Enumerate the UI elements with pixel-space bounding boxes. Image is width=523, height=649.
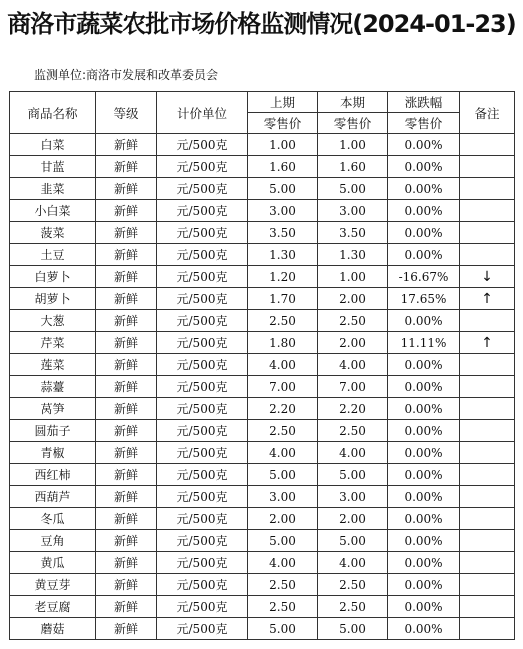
table-row — [10, 288, 515, 310]
cell-unit: 元/500克 — [157, 618, 248, 640]
cell-name: 西红柿 — [10, 464, 96, 486]
cell-name: 韭菜 — [10, 178, 96, 200]
cell-note — [460, 552, 515, 574]
cell-prev-price: 7.00 — [248, 376, 318, 398]
cell-change: 0.00% — [388, 508, 460, 530]
cell-grade: 新鲜 — [96, 530, 157, 552]
cell-name: 菠菜 — [10, 222, 96, 244]
cell-name: 大葱 — [10, 310, 96, 332]
table-row — [10, 222, 515, 244]
cell-note — [460, 442, 515, 464]
cell-note — [460, 354, 515, 376]
cell-grade: 新鲜 — [96, 354, 157, 376]
cell-prev-price: 5.00 — [248, 530, 318, 552]
cell-unit: 元/500克 — [157, 530, 248, 552]
cell-curr-price: 2.00 — [318, 332, 388, 354]
cell-grade: 新鲜 — [96, 310, 157, 332]
cell-prev-price: 2.50 — [248, 310, 318, 332]
cell-grade: 新鲜 — [96, 464, 157, 486]
cell-grade: 新鲜 — [96, 420, 157, 442]
header-curr-retail: 零售价 — [318, 113, 388, 134]
cell-change: 0.00% — [388, 244, 460, 266]
cell-note — [460, 420, 515, 442]
cell-name: 青椒 — [10, 442, 96, 464]
table-row — [10, 178, 515, 200]
cell-grade: 新鲜 — [96, 156, 157, 178]
cell-note — [460, 508, 515, 530]
header-change-retail: 零售价 — [388, 113, 460, 134]
cell-change: 0.00% — [388, 398, 460, 420]
cell-prev-price: 3.00 — [248, 486, 318, 508]
cell-change: 0.00% — [388, 552, 460, 574]
cell-prev-price: 4.00 — [248, 552, 318, 574]
cell-change: -16.67% — [388, 266, 460, 288]
cell-grade: 新鲜 — [96, 486, 157, 508]
table-row — [10, 530, 515, 552]
cell-change: 0.00% — [388, 222, 460, 244]
cell-name: 冬瓜 — [10, 508, 96, 530]
cell-name: 蒜薹 — [10, 376, 96, 398]
cell-name: 黄豆芽 — [10, 574, 96, 596]
cell-unit: 元/500克 — [157, 486, 248, 508]
cell-grade: 新鲜 — [96, 618, 157, 640]
table-row — [10, 398, 515, 420]
cell-name: 芹菜 — [10, 332, 96, 354]
cell-curr-price: 2.00 — [318, 508, 388, 530]
cell-curr-price: 4.00 — [318, 552, 388, 574]
cell-unit: 元/500克 — [157, 244, 248, 266]
cell-curr-price: 4.00 — [318, 442, 388, 464]
cell-note — [460, 596, 515, 618]
cell-unit: 元/500克 — [157, 156, 248, 178]
cell-name: 圆茄子 — [10, 420, 96, 442]
cell-curr-price: 1.60 — [318, 156, 388, 178]
cell-name: 莲菜 — [10, 354, 96, 376]
cell-grade: 新鲜 — [96, 332, 157, 354]
table-row — [10, 266, 515, 288]
cell-change: 0.00% — [388, 486, 460, 508]
cell-change: 0.00% — [388, 376, 460, 398]
cell-name: 西葫芦 — [10, 486, 96, 508]
cell-prev-price: 4.00 — [248, 354, 318, 376]
cell-change: 0.00% — [388, 618, 460, 640]
cell-unit: 元/500克 — [157, 442, 248, 464]
table-row — [10, 156, 515, 178]
cell-unit: 元/500克 — [157, 420, 248, 442]
cell-unit: 元/500克 — [157, 266, 248, 288]
cell-curr-price: 3.00 — [318, 200, 388, 222]
cell-change: 0.00% — [388, 530, 460, 552]
table-row — [10, 596, 515, 618]
cell-change: 17.65% — [388, 288, 460, 310]
cell-name: 豆角 — [10, 530, 96, 552]
table-body — [10, 134, 515, 640]
table-row — [10, 574, 515, 596]
cell-note — [460, 244, 515, 266]
cell-note — [460, 222, 515, 244]
cell-note — [460, 310, 515, 332]
cell-grade: 新鲜 — [96, 552, 157, 574]
cell-curr-price: 2.50 — [318, 420, 388, 442]
cell-unit: 元/500克 — [157, 178, 248, 200]
cell-curr-price: 2.50 — [318, 574, 388, 596]
page-title: 商洛市蔬菜农批市场价格监测情况(2024-01-23) — [7, 10, 516, 38]
price-table — [9, 91, 515, 640]
table-row — [10, 486, 515, 508]
cell-curr-price: 5.00 — [318, 530, 388, 552]
cell-unit: 元/500克 — [157, 134, 248, 156]
cell-unit: 元/500克 — [157, 574, 248, 596]
cell-note — [460, 486, 515, 508]
cell-change: 0.00% — [388, 464, 460, 486]
cell-grade: 新鲜 — [96, 266, 157, 288]
cell-note — [460, 618, 515, 640]
cell-prev-price: 1.80 — [248, 332, 318, 354]
cell-change: 0.00% — [388, 178, 460, 200]
cell-prev-price: 2.50 — [248, 574, 318, 596]
table-row — [10, 244, 515, 266]
cell-prev-price: 1.00 — [248, 134, 318, 156]
cell-prev-price: 3.00 — [248, 200, 318, 222]
cell-unit: 元/500克 — [157, 310, 248, 332]
cell-prev-price: 1.20 — [248, 266, 318, 288]
cell-unit: 元/500克 — [157, 596, 248, 618]
cell-name: 白菜 — [10, 134, 96, 156]
cell-name: 甘蓝 — [10, 156, 96, 178]
table-row — [10, 420, 515, 442]
cell-curr-price: 3.00 — [318, 486, 388, 508]
header-note: 备注 — [460, 92, 515, 134]
cell-grade: 新鲜 — [96, 508, 157, 530]
cell-note — [460, 464, 515, 486]
cell-curr-price: 5.00 — [318, 464, 388, 486]
cell-curr-price: 1.30 — [318, 244, 388, 266]
table-row — [10, 464, 515, 486]
cell-prev-price: 2.50 — [248, 596, 318, 618]
table-row — [10, 310, 515, 332]
table-row — [10, 508, 515, 530]
cell-curr-price: 2.20 — [318, 398, 388, 420]
cell-name: 胡萝卜 — [10, 288, 96, 310]
cell-unit: 元/500克 — [157, 552, 248, 574]
table-row — [10, 332, 515, 354]
cell-grade: 新鲜 — [96, 200, 157, 222]
header-unit: 计价单位 — [157, 92, 248, 134]
cell-curr-price: 1.00 — [318, 266, 388, 288]
header-change: 涨跌幅 — [388, 92, 460, 113]
cell-change: 11.11% — [388, 332, 460, 354]
cell-name: 小白菜 — [10, 200, 96, 222]
cell-note — [460, 376, 515, 398]
table-row — [10, 200, 515, 222]
cell-name: 白萝卜 — [10, 266, 96, 288]
monitor-unit: 监测单位:商洛市发展和改革委员会 — [34, 68, 219, 82]
cell-change: 0.00% — [388, 310, 460, 332]
down-arrow-icon: ↓ — [460, 266, 515, 288]
cell-prev-price: 4.00 — [248, 442, 318, 464]
cell-grade: 新鲜 — [96, 574, 157, 596]
cell-prev-price: 3.50 — [248, 222, 318, 244]
cell-curr-price: 5.00 — [318, 618, 388, 640]
cell-change: 0.00% — [388, 420, 460, 442]
cell-grade: 新鲜 — [96, 244, 157, 266]
cell-change: 0.00% — [388, 596, 460, 618]
cell-grade: 新鲜 — [96, 222, 157, 244]
cell-grade: 新鲜 — [96, 288, 157, 310]
cell-curr-price: 2.50 — [318, 310, 388, 332]
cell-unit: 元/500克 — [157, 200, 248, 222]
cell-grade: 新鲜 — [96, 442, 157, 464]
cell-unit: 元/500克 — [157, 464, 248, 486]
cell-prev-price: 5.00 — [248, 178, 318, 200]
cell-curr-price: 2.00 — [318, 288, 388, 310]
cell-note — [460, 178, 515, 200]
cell-grade: 新鲜 — [96, 398, 157, 420]
header-name: 商品名称 — [10, 92, 96, 134]
cell-prev-price: 1.60 — [248, 156, 318, 178]
cell-name: 蘑菇 — [10, 618, 96, 640]
cell-prev-price: 5.00 — [248, 618, 318, 640]
cell-prev-price: 1.30 — [248, 244, 318, 266]
cell-curr-price: 5.00 — [318, 178, 388, 200]
cell-change: 0.00% — [388, 354, 460, 376]
cell-name: 莴笋 — [10, 398, 96, 420]
cell-curr-price: 3.50 — [318, 222, 388, 244]
cell-curr-price: 1.00 — [318, 134, 388, 156]
cell-change: 0.00% — [388, 156, 460, 178]
cell-note — [460, 134, 515, 156]
cell-prev-price: 1.70 — [248, 288, 318, 310]
table-row — [10, 354, 515, 376]
header-prev-retail: 零售价 — [248, 113, 318, 134]
table-row — [10, 552, 515, 574]
table-row — [10, 134, 515, 156]
header-prev: 上期 — [248, 92, 318, 113]
cell-prev-price: 2.20 — [248, 398, 318, 420]
cell-prev-price: 5.00 — [248, 464, 318, 486]
cell-name: 老豆腐 — [10, 596, 96, 618]
header-grade: 等级 — [96, 92, 157, 134]
cell-unit: 元/500克 — [157, 332, 248, 354]
up-arrow-icon: ↑ — [460, 288, 515, 310]
cell-unit: 元/500克 — [157, 222, 248, 244]
cell-curr-price: 4.00 — [318, 354, 388, 376]
cell-unit: 元/500克 — [157, 398, 248, 420]
cell-change: 0.00% — [388, 200, 460, 222]
cell-unit: 元/500克 — [157, 288, 248, 310]
cell-grade: 新鲜 — [96, 178, 157, 200]
table-row — [10, 376, 515, 398]
cell-unit: 元/500克 — [157, 376, 248, 398]
cell-grade: 新鲜 — [96, 376, 157, 398]
cell-note — [460, 574, 515, 596]
up-arrow-icon: ↑ — [460, 332, 515, 354]
table-header — [10, 92, 515, 134]
cell-grade: 新鲜 — [96, 134, 157, 156]
cell-curr-price: 7.00 — [318, 376, 388, 398]
table-row — [10, 618, 515, 640]
cell-grade: 新鲜 — [96, 596, 157, 618]
cell-unit: 元/500克 — [157, 354, 248, 376]
cell-change: 0.00% — [388, 134, 460, 156]
cell-change: 0.00% — [388, 574, 460, 596]
cell-unit: 元/500克 — [157, 508, 248, 530]
header-curr: 本期 — [318, 92, 388, 113]
cell-prev-price: 2.00 — [248, 508, 318, 530]
cell-curr-price: 2.50 — [318, 596, 388, 618]
cell-note — [460, 530, 515, 552]
cell-prev-price: 2.50 — [248, 420, 318, 442]
cell-note — [460, 156, 515, 178]
cell-name: 土豆 — [10, 244, 96, 266]
cell-change: 0.00% — [388, 442, 460, 464]
cell-note — [460, 398, 515, 420]
table-row — [10, 442, 515, 464]
cell-note — [460, 200, 515, 222]
cell-name: 黄瓜 — [10, 552, 96, 574]
